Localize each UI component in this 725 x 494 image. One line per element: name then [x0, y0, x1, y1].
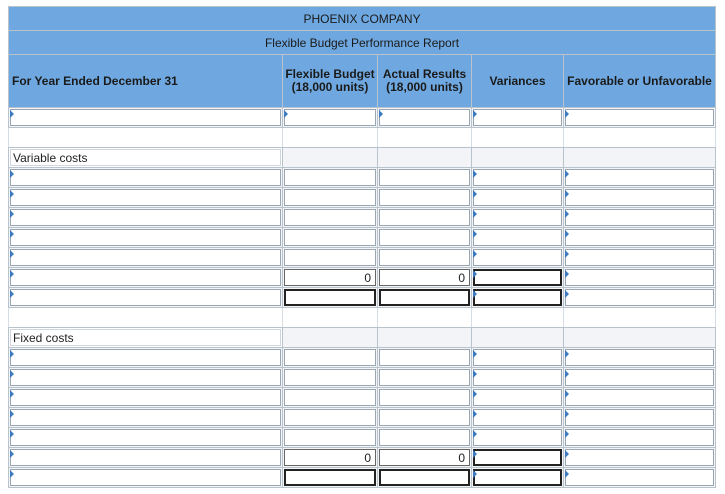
dropdown-marker-icon — [10, 470, 14, 478]
fav-unfav-input[interactable] — [564, 268, 716, 288]
actual-input[interactable] — [378, 388, 472, 408]
report-title: Flexible Budget Performance Report — [9, 31, 716, 55]
actual-input[interactable] — [378, 428, 472, 448]
actual-input[interactable] — [378, 228, 472, 248]
dropdown-marker-icon — [565, 190, 569, 198]
section-row-fixed — [9, 328, 716, 348]
dropdown-marker-icon — [10, 190, 14, 198]
variable-item-input[interactable] — [9, 228, 283, 248]
dropdown-marker-icon — [565, 450, 569, 458]
variable-total-flexible-value: 0 — [364, 271, 371, 285]
dropdown-marker-icon — [473, 230, 477, 238]
col-variances: Variances — [472, 55, 564, 108]
dropdown-marker-icon — [473, 270, 477, 278]
flexible-input[interactable] — [283, 388, 378, 408]
dropdown-marker-icon — [565, 410, 569, 418]
fav-unfav-input[interactable] — [564, 168, 716, 188]
table-row — [9, 368, 716, 388]
variance-input[interactable] — [472, 428, 564, 448]
table-row — [9, 468, 716, 488]
fav-unfav-input[interactable] — [564, 468, 716, 488]
dropdown-marker-icon — [10, 430, 14, 438]
report-table — [8, 6, 716, 488]
fixed-total-actual — [378, 448, 472, 468]
dropdown-marker-icon — [565, 430, 569, 438]
dropdown-marker-icon — [10, 230, 14, 238]
variable-item-input[interactable] — [9, 168, 283, 188]
flexible-input[interactable] — [283, 188, 378, 208]
dropdown-marker-icon — [473, 450, 477, 458]
fixed-total-label-input[interactable] — [9, 448, 283, 468]
fixed-item-input[interactable] — [9, 428, 283, 448]
table-row — [9, 228, 716, 248]
dropdown-marker-icon — [10, 290, 14, 298]
label-input[interactable] — [9, 108, 283, 128]
fixed-item-input[interactable] — [9, 408, 283, 428]
fixed-item-input[interactable] — [9, 388, 283, 408]
actual-input[interactable] — [378, 408, 472, 428]
section-row-variable — [9, 148, 716, 168]
dropdown-marker-icon — [10, 270, 14, 278]
dropdown-marker-icon — [10, 390, 14, 398]
actual-input[interactable] — [378, 188, 472, 208]
fixed-total-flexible-value: 0 — [364, 451, 371, 465]
variance-input[interactable] — [472, 468, 564, 488]
dropdown-marker-icon — [10, 170, 14, 178]
period-label: For Year Ended December 31 — [9, 55, 283, 108]
dropdown-marker-icon — [473, 190, 477, 198]
dropdown-marker-icon — [473, 370, 477, 378]
dropdown-marker-icon — [473, 470, 477, 478]
flexible-input[interactable] — [283, 168, 378, 188]
dropdown-marker-icon — [10, 410, 14, 418]
actual-input[interactable] — [378, 288, 472, 308]
fixed-total-flexible — [283, 448, 378, 468]
variance-input[interactable] — [472, 248, 564, 268]
flexible-input[interactable] — [283, 288, 378, 308]
fixed-item-input[interactable] — [9, 368, 283, 388]
variable-total-row — [9, 268, 716, 288]
dropdown-marker-icon — [473, 210, 477, 218]
variable-total-flexible — [283, 268, 378, 288]
variable-total-actual-value: 0 — [458, 271, 465, 285]
dropdown-marker-icon — [565, 210, 569, 218]
fixed-costs-label: Fixed costs — [13, 331, 74, 345]
flexible-input[interactable] — [283, 348, 378, 368]
company-name: PHOENIX COMPANY — [9, 7, 716, 31]
variable-total-label-input[interactable] — [9, 268, 283, 288]
table-row — [9, 388, 716, 408]
variance-input[interactable] — [472, 188, 564, 208]
fav-unfav-input[interactable] — [564, 348, 716, 368]
flexible-input[interactable] — [283, 428, 378, 448]
dropdown-marker-icon — [565, 110, 569, 118]
dropdown-marker-icon — [10, 210, 14, 218]
dropdown-marker-icon — [473, 430, 477, 438]
flexible-input[interactable] — [283, 248, 378, 268]
variance-input[interactable] — [472, 108, 564, 128]
variable-total-actual — [378, 268, 472, 288]
dropdown-marker-icon — [473, 350, 477, 358]
col-actual-results: Actual Results (18,000 units) — [378, 55, 472, 108]
dropdown-marker-icon — [565, 370, 569, 378]
flexible-input[interactable] — [283, 208, 378, 228]
variance-input[interactable] — [472, 368, 564, 388]
fixed-total-row — [9, 448, 716, 468]
dropdown-marker-icon — [565, 290, 569, 298]
dropdown-marker-icon — [10, 250, 14, 258]
col-flexible-budget: Flexible Budget (18,000 units) — [283, 55, 378, 108]
dropdown-marker-icon — [565, 470, 569, 478]
variance-input[interactable] — [472, 228, 564, 248]
actual-input[interactable] — [378, 248, 472, 268]
dropdown-marker-icon — [473, 170, 477, 178]
actual-input[interactable] — [378, 168, 472, 188]
fav-unfav-input[interactable] — [564, 408, 716, 428]
flexible-input[interactable] — [283, 408, 378, 428]
table-row — [9, 108, 716, 128]
label-input[interactable] — [9, 288, 283, 308]
dropdown-marker-icon — [284, 110, 288, 118]
fixed-total-actual-value: 0 — [458, 451, 465, 465]
dropdown-marker-icon — [565, 170, 569, 178]
label-input[interactable] — [9, 468, 283, 488]
actual-input[interactable] — [378, 468, 472, 488]
variable-item-input[interactable] — [9, 208, 283, 228]
dropdown-marker-icon — [379, 110, 383, 118]
flexible-input[interactable] — [283, 108, 378, 128]
actual-input[interactable] — [378, 368, 472, 388]
variable-item-input[interactable] — [9, 188, 283, 208]
dropdown-marker-icon — [10, 370, 14, 378]
flexible-input[interactable] — [283, 228, 378, 248]
actual-input[interactable] — [378, 108, 472, 128]
fixed-item-input[interactable] — [9, 348, 283, 368]
table-row — [9, 288, 716, 308]
actual-input[interactable] — [378, 208, 472, 228]
variance-input[interactable] — [472, 288, 564, 308]
fav-unfav-input[interactable] — [564, 448, 716, 468]
variance-input[interactable] — [472, 388, 564, 408]
fav-unfav-input[interactable] — [564, 248, 716, 268]
dropdown-marker-icon — [565, 250, 569, 258]
dropdown-marker-icon — [473, 110, 477, 118]
actual-input[interactable] — [378, 348, 472, 368]
dropdown-marker-icon — [473, 290, 477, 298]
dropdown-marker-icon — [473, 390, 477, 398]
fav-unfav-input[interactable] — [564, 188, 716, 208]
section-label-variable — [9, 148, 283, 168]
variable-total-variance[interactable] — [472, 268, 564, 288]
fav-unfav-input[interactable] — [564, 368, 716, 388]
performance-report — [8, 6, 715, 488]
flexible-input[interactable] — [283, 368, 378, 388]
dropdown-marker-icon — [565, 390, 569, 398]
fav-unfav-input[interactable] — [564, 228, 716, 248]
variance-input[interactable] — [472, 168, 564, 188]
fav-unfav-input[interactable] — [564, 428, 716, 448]
fav-unfav-input[interactable] — [564, 288, 716, 308]
variance-input[interactable] — [472, 208, 564, 228]
table-row — [9, 208, 716, 228]
variance-input[interactable] — [472, 348, 564, 368]
section-label-fixed — [9, 328, 283, 348]
table-row — [9, 428, 716, 448]
table-row — [9, 408, 716, 428]
table-row — [9, 348, 716, 368]
dropdown-marker-icon — [565, 350, 569, 358]
dropdown-marker-icon — [10, 350, 14, 358]
fav-unfav-input[interactable] — [564, 388, 716, 408]
variable-item-input[interactable] — [9, 248, 283, 268]
dropdown-marker-icon — [473, 410, 477, 418]
dropdown-marker-icon — [473, 250, 477, 258]
flexible-input[interactable] — [283, 468, 378, 488]
col-favorable-unfavorable: Favorable or Unfavorable — [564, 55, 716, 108]
table-row — [9, 188, 716, 208]
dropdown-marker-icon — [565, 270, 569, 278]
table-row — [9, 248, 716, 268]
fav-unfav-input[interactable] — [564, 208, 716, 228]
variance-input[interactable] — [472, 408, 564, 428]
fixed-total-variance[interactable] — [472, 448, 564, 468]
dropdown-marker-icon — [565, 230, 569, 238]
table-row — [9, 168, 716, 188]
dropdown-marker-icon — [10, 110, 14, 118]
dropdown-marker-icon — [10, 450, 14, 458]
fav-unfav-input[interactable] — [564, 108, 716, 128]
variable-costs-label: Variable costs — [13, 151, 88, 165]
